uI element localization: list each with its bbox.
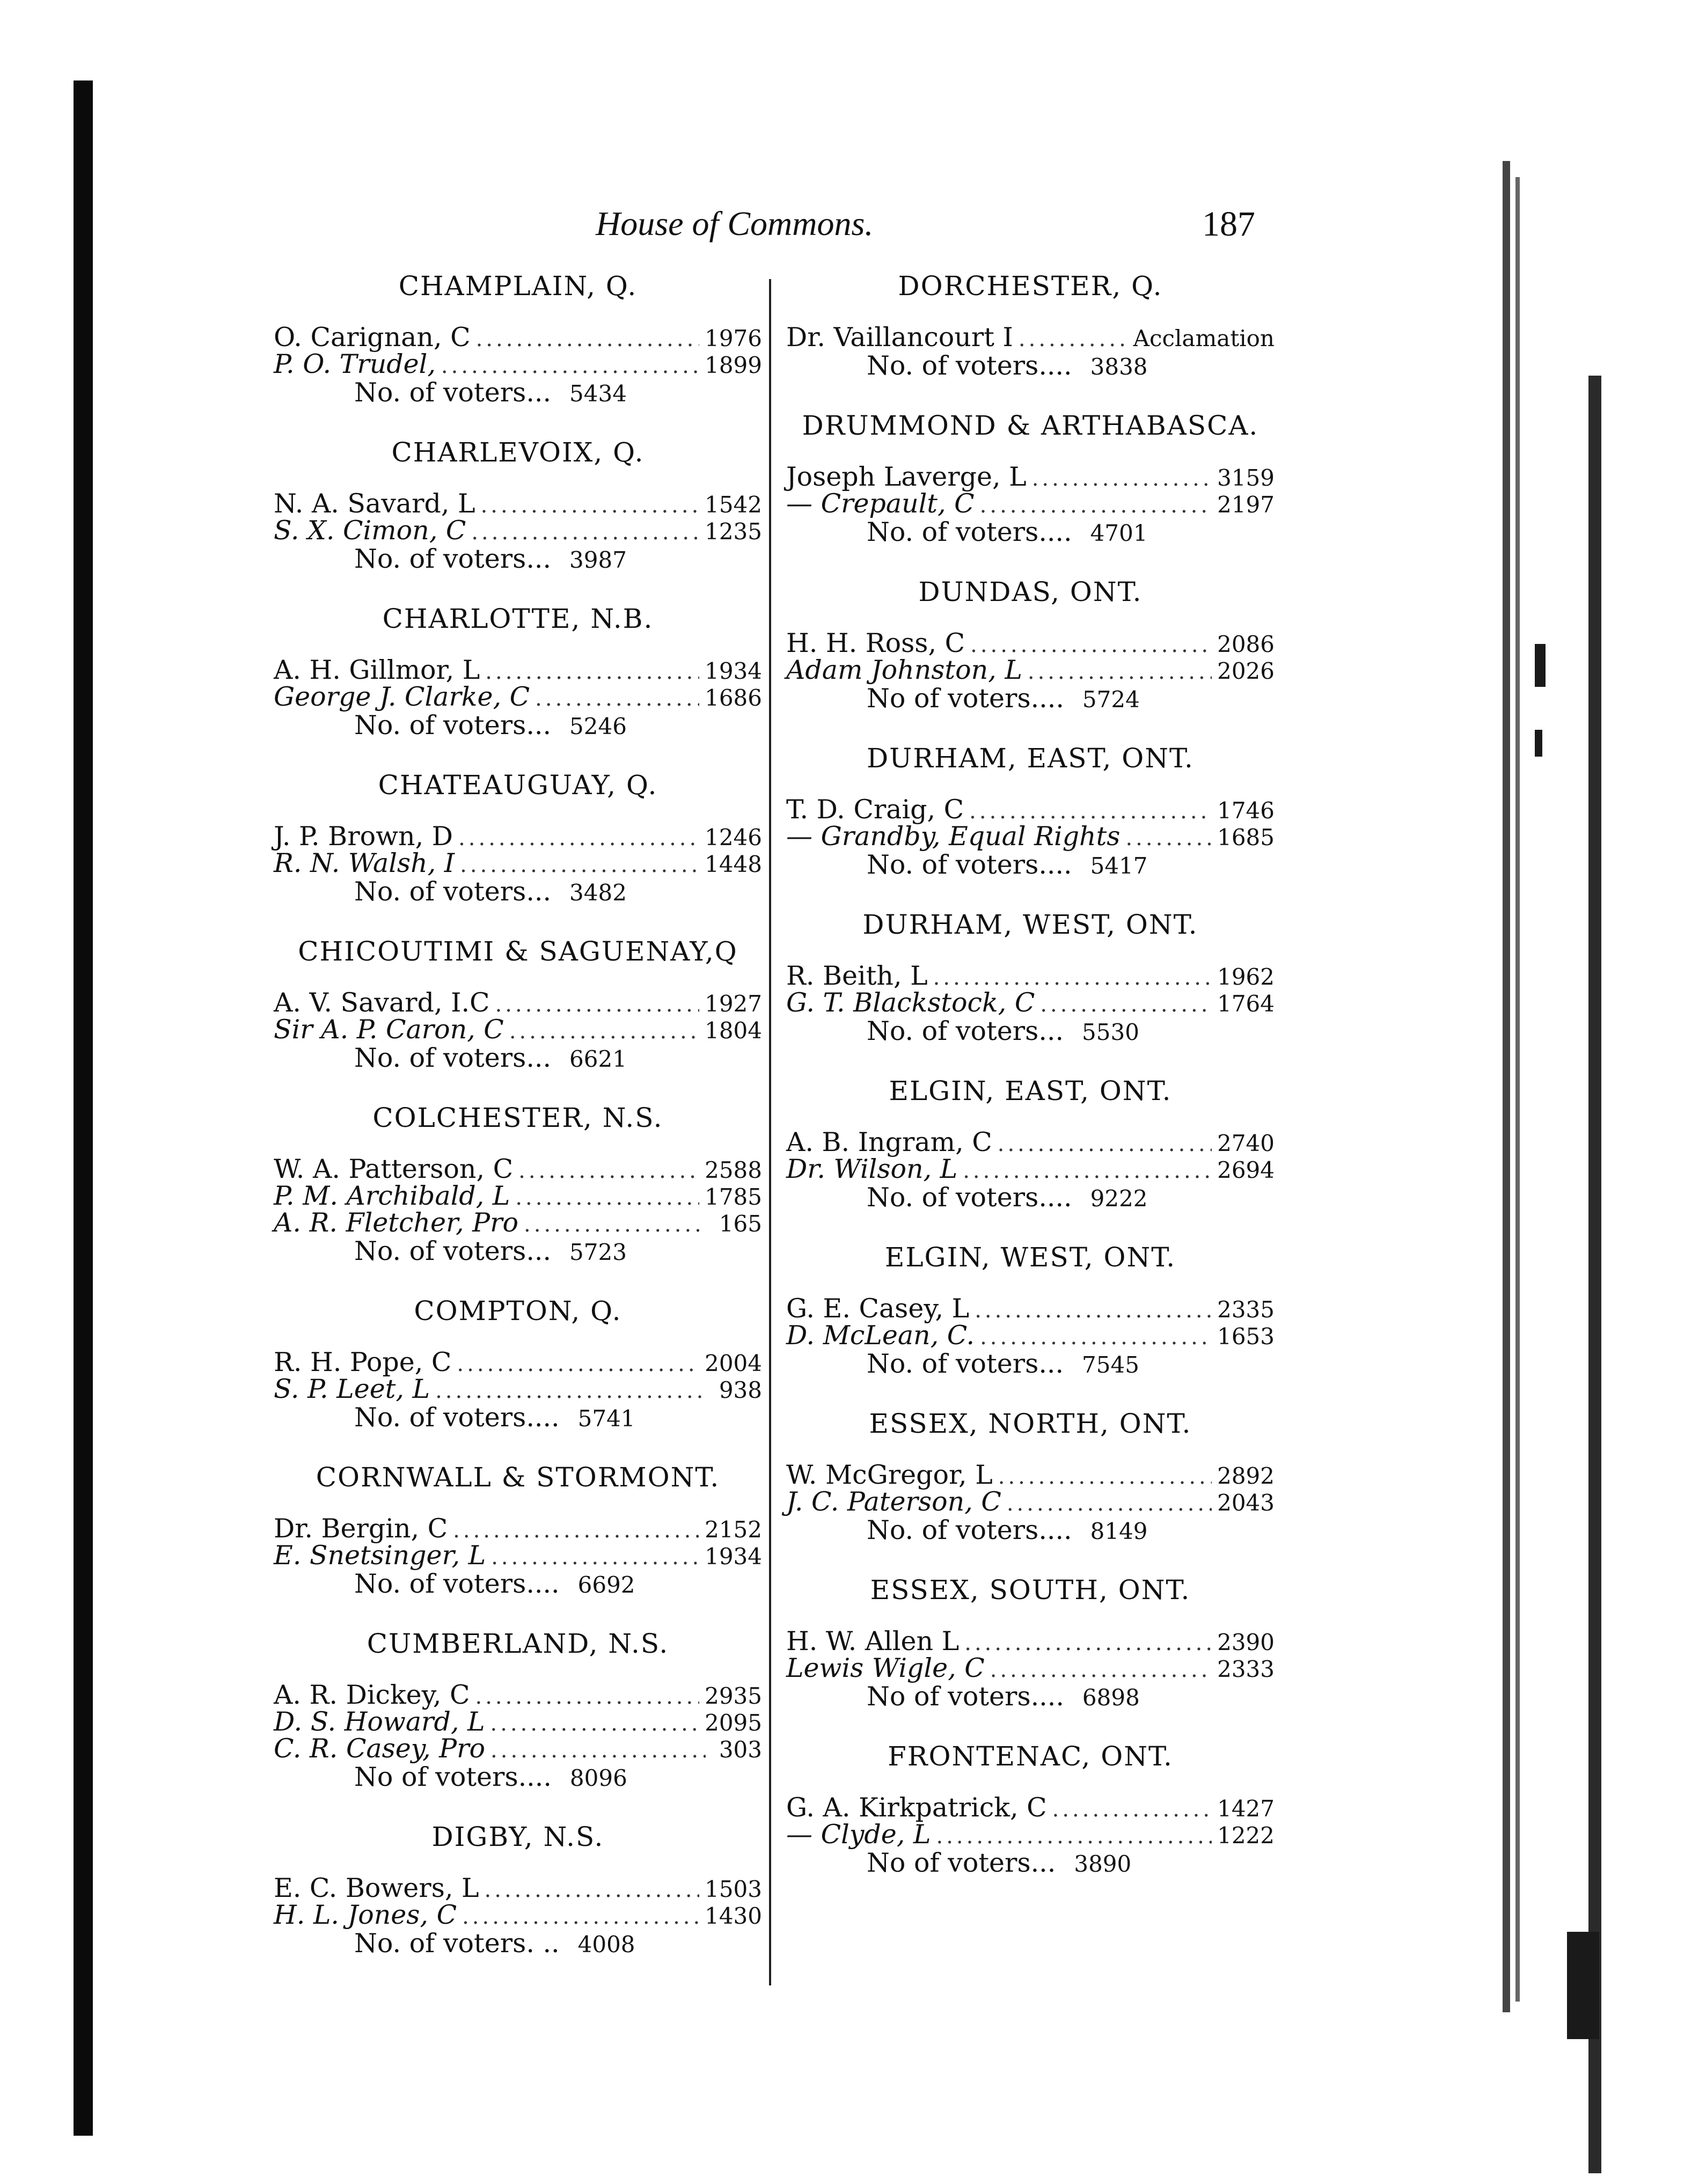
voters-line bbox=[786, 684, 1275, 714]
candidate-row bbox=[786, 1628, 1275, 1655]
dot-leader bbox=[1040, 991, 1212, 1018]
vote-count: 1235 bbox=[705, 518, 762, 545]
vote-count: 2095 bbox=[705, 1710, 762, 1736]
candidate-row bbox=[274, 1183, 762, 1210]
dot-leader bbox=[1125, 825, 1212, 852]
dot-leader bbox=[490, 1710, 700, 1737]
voters-line bbox=[786, 351, 1275, 381]
scan-edge-bar bbox=[74, 80, 93, 2136]
left-column bbox=[274, 268, 762, 1985]
voters-label: No. of voters... bbox=[867, 1016, 1064, 1046]
vote-count: 2043 bbox=[1217, 1490, 1275, 1516]
candidate-name: Joseph Laverge, L bbox=[786, 461, 1027, 492]
voters-line bbox=[274, 877, 762, 907]
candidate-row bbox=[274, 1156, 762, 1183]
voters-label: No. of voters.... bbox=[867, 849, 1072, 880]
voters-line bbox=[786, 1848, 1275, 1878]
voters-label: No of voters.... bbox=[867, 683, 1064, 714]
candidate-name: Dr. Wilson, L bbox=[786, 1154, 958, 1184]
candidate-row bbox=[274, 490, 762, 517]
candidate-name: — Grandby, Equal Rights bbox=[786, 821, 1121, 852]
candidate-row bbox=[274, 1349, 762, 1376]
vote-count: 1962 bbox=[1217, 964, 1275, 990]
voters-count: 5741 bbox=[577, 1405, 635, 1432]
riding-entry bbox=[786, 1739, 1275, 1878]
voters-line bbox=[274, 1762, 762, 1792]
candidate-name: — Crepault, C bbox=[786, 488, 975, 519]
riding-name: CUMBERLAND, N.S. bbox=[367, 1628, 669, 1659]
vote-count: 2086 bbox=[1217, 631, 1275, 657]
candidate-row bbox=[786, 1794, 1275, 1821]
candidate-row bbox=[274, 1515, 762, 1542]
voters-line bbox=[274, 1403, 762, 1433]
voters-label: No. of voters... bbox=[354, 377, 552, 408]
candidate-name: H. L. Jones, C bbox=[274, 1900, 457, 1930]
dot-leader bbox=[980, 492, 1212, 519]
dot-leader bbox=[964, 1630, 1212, 1657]
dot-leader bbox=[975, 1297, 1212, 1324]
dot-leader bbox=[1019, 326, 1128, 353]
candidate-name: A. B. Ingram, C bbox=[786, 1127, 992, 1157]
voters-line bbox=[274, 378, 762, 408]
vote-count: 1934 bbox=[705, 1543, 762, 1570]
voters-count: 7545 bbox=[1082, 1352, 1139, 1378]
candidate-name: G. E. Casey, L bbox=[786, 1293, 970, 1324]
candidate-row bbox=[786, 461, 1275, 492]
vote-count: 1653 bbox=[1217, 1323, 1275, 1350]
vote-count: 1785 bbox=[705, 1184, 762, 1210]
riding-entry bbox=[786, 268, 1275, 381]
vote-count: 2197 bbox=[1217, 492, 1275, 518]
candidate-name: G. T. Blackstock, C bbox=[786, 987, 1035, 1018]
riding-entry bbox=[786, 1406, 1275, 1545]
candidate-name: A. H. Gillmor, L bbox=[274, 655, 480, 685]
voters-line bbox=[274, 1929, 762, 1959]
vote-count: 3159 bbox=[1217, 465, 1275, 491]
riding-name: CHARLOTTE, N.B. bbox=[382, 603, 654, 634]
riding-name: FRONTENAC, ONT. bbox=[888, 1741, 1173, 1772]
candidate-name: Lewis Wigle, C bbox=[786, 1653, 985, 1683]
riding-name: CHICOUTIMI & SAGUENAY,Q bbox=[298, 936, 738, 967]
dot-leader bbox=[475, 1683, 700, 1710]
candidate-name: A. V. Savard, I.C bbox=[274, 987, 490, 1018]
candidate-name: Adam Johnston, L bbox=[786, 655, 1022, 685]
riding-entry bbox=[786, 1240, 1275, 1379]
voters-line bbox=[786, 517, 1275, 547]
candidate-row bbox=[786, 823, 1275, 850]
voters-label: No. of voters.... bbox=[867, 350, 1072, 381]
voters-label: No. of voters.... bbox=[354, 1569, 560, 1599]
voters-count: 5417 bbox=[1090, 853, 1148, 879]
dot-leader bbox=[458, 825, 699, 852]
candidate-row bbox=[274, 1207, 762, 1238]
dot-leader bbox=[457, 1351, 699, 1377]
voters-count: 5724 bbox=[1082, 686, 1140, 713]
candidate-row bbox=[274, 1875, 762, 1902]
vote-count: 2333 bbox=[1217, 1656, 1275, 1682]
vote-count: Acclamation bbox=[1133, 325, 1275, 351]
riding-entry bbox=[274, 1819, 762, 1959]
candidate-name: R. N. Walsh, I bbox=[274, 848, 455, 878]
vote-count: 1934 bbox=[705, 658, 762, 684]
vote-count: 2694 bbox=[1217, 1157, 1275, 1183]
candidate-name: A. R. Fletcher, Pro bbox=[274, 1207, 519, 1238]
dot-leader bbox=[518, 1157, 699, 1184]
candidate-name: Sir A. P. Caron, C bbox=[274, 1014, 504, 1045]
riding-entry bbox=[274, 1460, 762, 1599]
candidate-row bbox=[274, 351, 762, 378]
candidate-name: E. C. Bowers, L bbox=[274, 1873, 479, 1903]
riding-entry bbox=[786, 408, 1275, 547]
riding-entry bbox=[274, 435, 762, 574]
voters-count: 6621 bbox=[569, 1046, 627, 1072]
dot-leader bbox=[998, 1131, 1212, 1157]
voters-label: No. of voters... bbox=[354, 1236, 552, 1266]
candidate-name: J. C. Paterson, C bbox=[786, 1486, 1001, 1517]
dot-leader bbox=[936, 1823, 1212, 1850]
voters-count: 3987 bbox=[569, 547, 627, 573]
candidate-row bbox=[274, 1902, 762, 1929]
voters-label: No. of voters... bbox=[867, 1348, 1064, 1379]
vote-count: 1430 bbox=[705, 1903, 762, 1929]
vote-count: 1427 bbox=[1217, 1795, 1275, 1822]
candidate-name: P. M. Archibald, L bbox=[274, 1181, 510, 1211]
running-title: House of Commons. bbox=[596, 204, 874, 243]
riding-name: CORNWALL & STORMONT. bbox=[316, 1462, 720, 1493]
riding-name: DURHAM, WEST, ONT. bbox=[862, 909, 1198, 940]
dot-leader bbox=[509, 1018, 699, 1045]
voters-line bbox=[786, 1515, 1275, 1545]
riding-name: DORCHESTER, Q. bbox=[898, 270, 1163, 302]
dot-leader bbox=[1032, 465, 1212, 492]
dot-leader bbox=[1052, 1796, 1212, 1823]
dot-leader bbox=[460, 852, 699, 878]
voters-count: 3482 bbox=[569, 880, 627, 906]
voters-count: 5246 bbox=[569, 713, 627, 739]
candidate-name: A. R. Dickey, C bbox=[274, 1680, 470, 1710]
voters-label: No. of voters.... bbox=[867, 1182, 1072, 1213]
dot-leader bbox=[1007, 1490, 1212, 1517]
vote-count: 1542 bbox=[705, 492, 762, 518]
dot-leader bbox=[441, 353, 699, 379]
candidate-row bbox=[274, 681, 762, 712]
voters-label: No. of voters.... bbox=[354, 1402, 560, 1433]
candidate-row bbox=[274, 517, 762, 544]
candidate-row bbox=[274, 1016, 762, 1043]
vote-count: 1686 bbox=[705, 685, 762, 711]
riding-entry bbox=[274, 1293, 762, 1433]
riding-name: COLCHESTER, N.S. bbox=[372, 1102, 663, 1133]
voters-line bbox=[274, 1043, 762, 1073]
riding-entry bbox=[786, 1572, 1275, 1712]
vote-count: 1503 bbox=[705, 1876, 762, 1902]
candidate-row bbox=[786, 630, 1275, 657]
voters-line bbox=[274, 1569, 762, 1599]
voters-count: 5434 bbox=[569, 380, 627, 407]
voters-line bbox=[786, 1682, 1275, 1712]
candidate-name: P. O. Trudel, bbox=[274, 349, 436, 379]
dot-leader bbox=[491, 1544, 699, 1571]
candidate-name: H. W. Allen L bbox=[786, 1626, 960, 1657]
dot-leader bbox=[535, 685, 699, 712]
dot-leader bbox=[515, 1184, 699, 1211]
vote-count: 1246 bbox=[705, 824, 762, 851]
voters-count: 4008 bbox=[577, 1931, 635, 1958]
riding-name: DURHAM, EAST, ONT. bbox=[867, 743, 1194, 774]
right-column bbox=[786, 268, 1275, 1905]
voters-count: 3890 bbox=[1074, 1851, 1132, 1877]
voters-count: 8096 bbox=[569, 1765, 627, 1791]
voters-count: 8149 bbox=[1090, 1518, 1148, 1544]
dot-leader bbox=[462, 1903, 699, 1930]
riding-name: CHARLEVOIX, Q. bbox=[391, 437, 645, 468]
candidate-row bbox=[786, 1129, 1275, 1156]
vote-count: 2935 bbox=[705, 1683, 762, 1709]
candidate-row bbox=[786, 1462, 1275, 1489]
candidate-row bbox=[274, 1376, 762, 1403]
voters-line bbox=[786, 850, 1275, 880]
voters-label: No of voters.... bbox=[867, 1681, 1064, 1712]
riding-name: CHAMPLAIN, Q. bbox=[398, 270, 638, 302]
vote-count: 1804 bbox=[705, 1017, 762, 1044]
dot-leader bbox=[485, 1877, 700, 1903]
dot-leader bbox=[481, 492, 700, 519]
voters-label: No. of voters. .. bbox=[354, 1928, 560, 1959]
riding-name: CHATEAUGUAY, Q. bbox=[378, 769, 658, 801]
dot-leader bbox=[435, 1377, 706, 1404]
dot-leader bbox=[998, 1463, 1212, 1490]
dot-leader bbox=[476, 326, 700, 353]
candidate-name: Dr. Bergin, C bbox=[274, 1513, 448, 1544]
dot-leader bbox=[963, 1157, 1212, 1184]
voters-count: 3838 bbox=[1090, 354, 1148, 380]
vote-count: 1927 bbox=[705, 991, 762, 1017]
candidate-name: George J. Clarke, C bbox=[274, 681, 530, 712]
page-number: 187 bbox=[1202, 204, 1255, 244]
candidate-name: G. A. Kirkpatrick, C bbox=[786, 1792, 1047, 1823]
candidate-name: H. H. Ross, C bbox=[786, 628, 965, 658]
scan-right-edge bbox=[1503, 161, 1605, 2066]
candidate-name: D. S. Howard, L bbox=[274, 1706, 485, 1737]
riding-entry bbox=[786, 741, 1275, 880]
vote-count: 165 bbox=[719, 1211, 762, 1237]
riding-entry bbox=[786, 1073, 1275, 1213]
voters-line bbox=[274, 710, 762, 741]
vote-count: 1685 bbox=[1217, 824, 1275, 851]
voters-label: No. of voters.... bbox=[867, 517, 1072, 547]
vote-count: 2335 bbox=[1217, 1296, 1275, 1323]
riding-name: DUNDAS, ONT. bbox=[918, 576, 1143, 607]
candidate-row bbox=[786, 963, 1275, 990]
voters-label: No of voters.... bbox=[354, 1762, 552, 1792]
candidate-row bbox=[786, 987, 1275, 1018]
vote-count: 2740 bbox=[1217, 1130, 1275, 1156]
riding-name: DRUMMOND & ARTHABASCA. bbox=[802, 410, 1259, 441]
candidate-row bbox=[274, 850, 762, 877]
candidate-row bbox=[274, 1542, 762, 1569]
vote-count: 2892 bbox=[1217, 1463, 1275, 1489]
voters-line bbox=[274, 544, 762, 574]
candidate-row bbox=[786, 1655, 1275, 1682]
voters-count: 5530 bbox=[1082, 1019, 1139, 1045]
voters-count: 6692 bbox=[577, 1572, 635, 1598]
voters-line bbox=[786, 1016, 1275, 1046]
candidate-name: R. Beith, L bbox=[786, 961, 928, 991]
riding-entry bbox=[786, 907, 1275, 1046]
vote-count: 2152 bbox=[705, 1516, 762, 1543]
candidate-row bbox=[786, 490, 1275, 517]
candidate-name: J. P. Brown, D bbox=[274, 821, 453, 852]
voters-label: No. of voters.... bbox=[867, 1515, 1072, 1545]
candidate-row bbox=[274, 987, 762, 1018]
voters-label: No. of voters... bbox=[354, 876, 552, 907]
dot-leader bbox=[453, 1517, 699, 1544]
vote-count: 938 bbox=[719, 1377, 762, 1403]
candidate-name: N. A. Savard, L bbox=[274, 488, 475, 519]
voters-line bbox=[274, 1236, 762, 1266]
vote-count: 1976 bbox=[705, 325, 762, 351]
voters-label: No. of voters... bbox=[354, 544, 552, 574]
candidate-row bbox=[274, 657, 762, 684]
voters-count: 4701 bbox=[1090, 520, 1148, 546]
candidate-row bbox=[274, 1735, 762, 1762]
riding-name: ESSEX, NORTH, ONT. bbox=[869, 1408, 1192, 1439]
vote-count: 1448 bbox=[705, 851, 762, 877]
candidate-name: S. P. Leet, L bbox=[274, 1374, 430, 1404]
riding-entry bbox=[274, 767, 762, 907]
candidate-name: — Clyde, L bbox=[786, 1819, 931, 1850]
candidate-row bbox=[786, 796, 1275, 823]
riding-name: ELGIN, EAST, ONT. bbox=[889, 1075, 1172, 1106]
vote-count: 2588 bbox=[705, 1157, 762, 1183]
vote-count: 2390 bbox=[1217, 1629, 1275, 1655]
vote-count: 1899 bbox=[705, 352, 762, 378]
voters-label: No. of voters... bbox=[354, 1043, 552, 1073]
column-divider bbox=[769, 279, 771, 1985]
riding-name: DIGBY, N.S. bbox=[431, 1821, 604, 1852]
vote-count: 2004 bbox=[705, 1350, 762, 1376]
riding-entry bbox=[274, 1100, 762, 1266]
candidate-name: T. D. Craig, C bbox=[786, 794, 964, 825]
dot-leader bbox=[990, 1657, 1212, 1683]
vote-count: 1764 bbox=[1217, 991, 1275, 1017]
candidate-row bbox=[786, 1295, 1275, 1322]
dot-leader bbox=[980, 1324, 1212, 1351]
dot-leader bbox=[471, 519, 699, 546]
candidate-row bbox=[786, 324, 1275, 351]
vote-count: 2026 bbox=[1217, 658, 1275, 684]
riding-entry bbox=[274, 268, 762, 408]
candidate-name: S. X. Cimon, C bbox=[274, 515, 466, 546]
voters-label: No. of voters... bbox=[354, 710, 552, 741]
dot-leader bbox=[490, 1737, 706, 1764]
page-header bbox=[0, 199, 1699, 263]
riding-name: ELGIN, WEST, ONT. bbox=[884, 1242, 1176, 1273]
candidate-name: W. A. Patterson, C bbox=[274, 1154, 514, 1184]
voters-count: 5723 bbox=[569, 1239, 627, 1265]
candidate-row bbox=[786, 1821, 1275, 1848]
candidate-row bbox=[274, 1706, 762, 1737]
vote-count: 1746 bbox=[1217, 797, 1275, 824]
candidate-row bbox=[786, 1156, 1275, 1183]
voters-count: 6898 bbox=[1082, 1684, 1140, 1711]
candidate-name: R. H. Pope, C bbox=[274, 1347, 452, 1377]
dot-leader bbox=[495, 991, 700, 1018]
candidate-name: C. R. Casey, Pro bbox=[274, 1733, 486, 1764]
candidate-name: O. Carignan, C bbox=[274, 322, 471, 353]
candidate-name: Dr. Vaillancourt I bbox=[786, 322, 1013, 353]
riding-entry bbox=[274, 934, 762, 1073]
riding-name: ESSEX, SOUTH, ONT. bbox=[870, 1574, 1191, 1606]
candidate-name: E. Snetsinger, L bbox=[274, 1540, 486, 1571]
riding-name: COMPTON, Q. bbox=[414, 1295, 622, 1326]
riding-entry bbox=[274, 1626, 762, 1792]
candidate-row bbox=[786, 657, 1275, 684]
candidate-row bbox=[274, 324, 762, 351]
candidate-row bbox=[274, 823, 762, 850]
riding-entry bbox=[274, 601, 762, 741]
vote-count: 1222 bbox=[1217, 1822, 1275, 1849]
candidate-row bbox=[274, 1682, 762, 1709]
candidate-row bbox=[786, 1486, 1275, 1517]
candidate-row bbox=[786, 1322, 1275, 1349]
voters-count: 9222 bbox=[1090, 1185, 1148, 1212]
voters-line bbox=[786, 1349, 1275, 1379]
vote-count: 303 bbox=[719, 1736, 762, 1763]
candidate-name: D. McLean, C. bbox=[786, 1320, 975, 1351]
dot-leader bbox=[1028, 658, 1212, 685]
riding-entry bbox=[786, 574, 1275, 714]
candidate-name: W. McGregor, L bbox=[786, 1460, 993, 1490]
voters-label: No of voters... bbox=[867, 1848, 1056, 1878]
dot-leader bbox=[524, 1211, 706, 1238]
voters-line bbox=[786, 1183, 1275, 1213]
